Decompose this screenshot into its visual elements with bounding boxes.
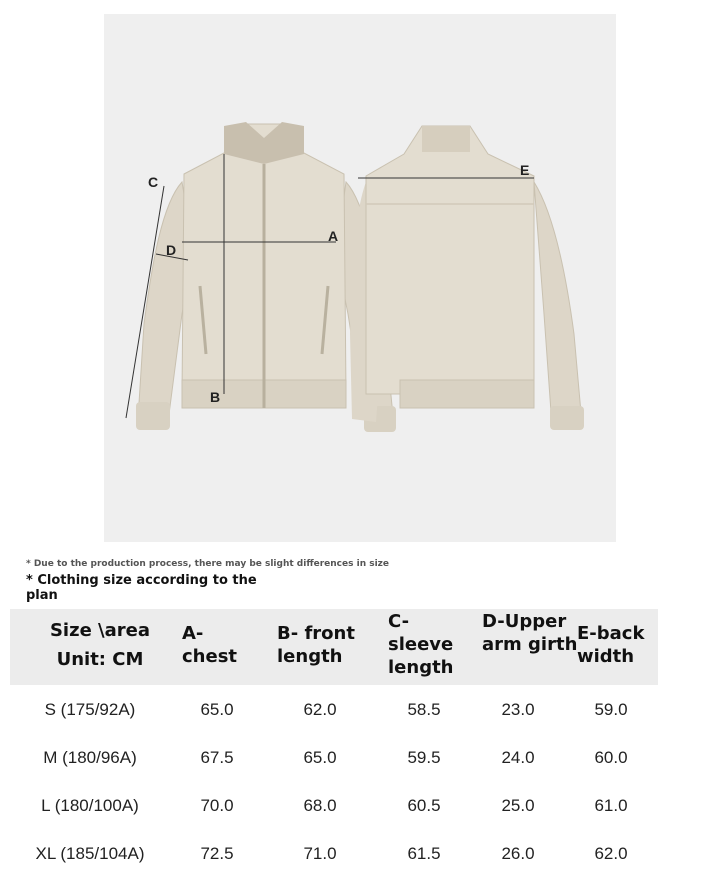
back-width-cell: 61.0 [594,796,628,815]
chest-cell: 67.5 [200,748,234,767]
clothing-size-note: * Clothing size according to the plan [26,573,257,603]
upper-arm-girth-cell: 25.0 [501,796,535,815]
header-b-front-length: B- front length [277,623,355,667]
size-cell: M (180/96A) [43,748,137,767]
table-row [10,830,658,878]
size-table-header [10,609,658,685]
table-row [10,782,658,830]
back-width-cell: 59.0 [594,700,628,719]
header-d-upper-arm-girth: D-Upper arm girth [482,611,578,655]
upper-arm-girth-cell: 26.0 [501,844,535,863]
front-length-cell: 62.0 [303,700,337,719]
upper-arm-girth-cell: 23.0 [501,700,535,719]
header-size-area: Size \area Unit: CM [49,620,151,670]
label-c: C [148,174,159,190]
header-c-sleeve-length: C- sleeve length [388,611,454,678]
production-note: * Due to the production process, there may be slight differences in size [26,559,390,569]
front-length-cell: 71.0 [303,844,337,863]
chest-cell: 70.0 [200,796,234,815]
upper-arm-girth-cell: 24.0 [501,748,535,767]
header-a-chest: A- chest [182,623,238,667]
label-e: E [520,162,530,178]
sleeve-length-cell: 58.5 [407,700,441,719]
table-row [10,686,658,734]
label-b: B [210,389,221,405]
chest-cell: 72.5 [200,844,234,863]
label-d: D [166,242,177,258]
back-width-cell: 60.0 [594,748,628,767]
table-row [10,734,658,782]
sleeve-length-cell: 60.5 [407,796,441,815]
chest-cell: 65.0 [200,700,234,719]
label-a: A [328,228,339,244]
jacket-illustration [104,14,616,542]
product-photo [104,14,616,542]
header-e-back-width: E-back width [577,623,645,667]
front-length-cell: 65.0 [303,748,337,767]
size-cell: S (175/92A) [44,700,136,719]
front-length-cell: 68.0 [303,796,337,815]
jacket-back [350,126,584,430]
sleeve-length-cell: 59.5 [407,748,441,767]
size-cell: L (180/100A) [41,796,139,815]
sleeve-length-cell: 61.5 [407,844,441,863]
size-cell: XL (185/104A) [35,844,145,863]
back-width-cell: 62.0 [594,844,628,863]
